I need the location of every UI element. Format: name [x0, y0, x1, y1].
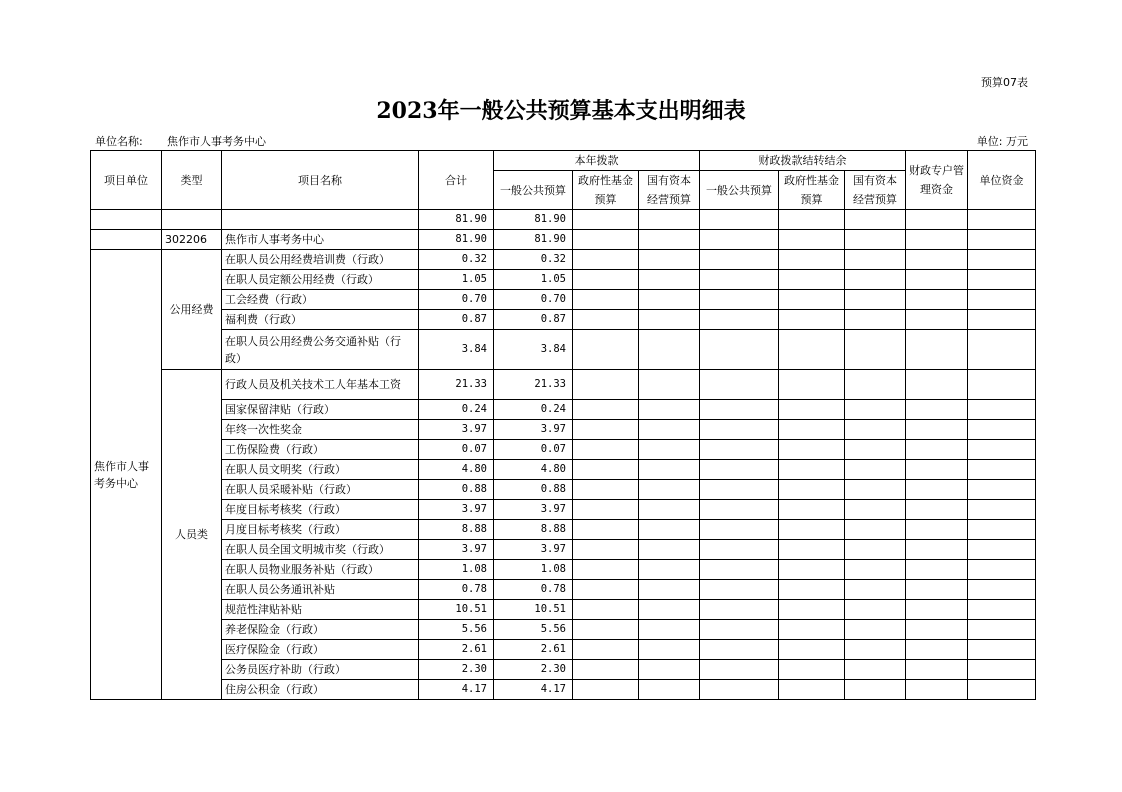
- cell-empty: [779, 660, 845, 680]
- cell-empty: [573, 620, 639, 640]
- cell-empty: [639, 600, 700, 620]
- cell-total: 0.07: [419, 440, 494, 460]
- cell-name: 公务员医疗补助（行政）: [222, 660, 419, 680]
- cell-empty: [968, 330, 1036, 370]
- cell-empty: [906, 370, 968, 400]
- cell-empty: [968, 560, 1036, 580]
- cell-empty: [639, 660, 700, 680]
- cell-empty: [968, 290, 1036, 310]
- cell-empty: [906, 500, 968, 520]
- cell-empty: [700, 620, 779, 640]
- cell-empty: [906, 290, 968, 310]
- cell-empty: [968, 370, 1036, 400]
- cell-empty: [573, 400, 639, 420]
- cell-empty: [845, 370, 906, 400]
- cell-name: 工会经费（行政）: [222, 290, 419, 310]
- table-row: [91, 600, 1036, 620]
- cell-empty: [779, 580, 845, 600]
- cell-general-budget: 0.87: [494, 310, 573, 330]
- cell-total: 5.56: [419, 620, 494, 640]
- cell-empty: [573, 460, 639, 480]
- col-carry-gov-fund: 政府性基金预算: [779, 171, 845, 210]
- cell-empty: [700, 330, 779, 370]
- cell-empty: [639, 520, 700, 540]
- cell-code: 302206: [162, 230, 222, 250]
- cell-name: 在职人员公务通讯补贴: [222, 580, 419, 600]
- table-row: [91, 560, 1036, 580]
- cell-empty: [845, 400, 906, 420]
- cell-empty: [573, 290, 639, 310]
- col-total: 合计: [419, 151, 494, 210]
- cell-empty: [968, 420, 1036, 440]
- cell-empty: [700, 310, 779, 330]
- budget-table: [90, 150, 1036, 700]
- cell-general-budget: 81.90: [494, 230, 573, 250]
- cell-total: 3.84: [419, 330, 494, 370]
- cell-name: 国家保留津贴（行政）: [222, 400, 419, 420]
- table-row: [91, 210, 1036, 230]
- header-row-1: [91, 151, 1036, 171]
- cell-empty: [639, 580, 700, 600]
- cell-empty: [906, 600, 968, 620]
- cell-empty: [906, 440, 968, 460]
- table-row: [91, 270, 1036, 290]
- page-title: 2023年一般公共预算基本支出明细表: [376, 98, 746, 124]
- cell-empty: [573, 420, 639, 440]
- cell-empty: [906, 640, 968, 660]
- cell-project-unit: [91, 230, 162, 250]
- table-row: [91, 290, 1036, 310]
- cell-name: 年终一次性奖金: [222, 420, 419, 440]
- cell-empty: [700, 460, 779, 480]
- table-row: [91, 540, 1036, 560]
- cell-empty: [639, 440, 700, 460]
- cell-empty: [700, 660, 779, 680]
- cell-empty: [573, 250, 639, 270]
- cell-total: 0.32: [419, 250, 494, 270]
- table-row: [91, 330, 1036, 370]
- cell-general-budget: 3.97: [494, 540, 573, 560]
- cell-empty: [845, 500, 906, 520]
- col-group-current-year: 本年拨款: [494, 151, 700, 171]
- cell-empty: [779, 400, 845, 420]
- cell-general-budget: 0.88: [494, 480, 573, 500]
- cell-empty: [700, 640, 779, 660]
- cell-total: 3.97: [419, 500, 494, 520]
- cell-general-budget: 8.88: [494, 520, 573, 540]
- cell-general-budget: 21.33: [494, 370, 573, 400]
- cell-empty: [573, 640, 639, 660]
- col-unit-fund: 单位资金: [968, 151, 1036, 210]
- cell-empty: [573, 680, 639, 700]
- table-row: [91, 420, 1036, 440]
- cell-general-budget: 2.61: [494, 640, 573, 660]
- cell-general-budget: 10.51: [494, 600, 573, 620]
- cell-total: 0.78: [419, 580, 494, 600]
- col-carry-state-capital: 国有资本经营预算: [845, 171, 906, 210]
- cell-total: 4.80: [419, 460, 494, 480]
- cell-empty: [639, 310, 700, 330]
- cell-empty: [639, 540, 700, 560]
- cell-empty: [845, 290, 906, 310]
- table-row: [91, 580, 1036, 600]
- cell-total: 0.70: [419, 290, 494, 310]
- cell-empty: [968, 600, 1036, 620]
- cell-empty: [639, 480, 700, 500]
- cell-general-budget: 3.97: [494, 420, 573, 440]
- cell-code: [162, 210, 222, 230]
- cell-empty: [779, 600, 845, 620]
- col-special-fund: 财政专户管理资金: [906, 151, 968, 210]
- cell-empty: [700, 560, 779, 580]
- cell-empty: [906, 420, 968, 440]
- cell-empty: [968, 440, 1036, 460]
- table-row: [91, 250, 1036, 270]
- cell-empty: [639, 500, 700, 520]
- cell-empty: [845, 600, 906, 620]
- cell-empty: [845, 310, 906, 330]
- cell-name: 在职人员定额公用经费（行政）: [222, 270, 419, 290]
- cell-empty: [700, 250, 779, 270]
- cell-empty: [700, 480, 779, 500]
- cell-total: 2.30: [419, 660, 494, 680]
- cell-empty: [845, 660, 906, 680]
- cell-name: 工伤保险费（行政）: [222, 440, 419, 460]
- cell-empty: [845, 580, 906, 600]
- cell-empty: [845, 420, 906, 440]
- cell-total: 3.97: [419, 420, 494, 440]
- cell-empty: [779, 520, 845, 540]
- cell-empty: [968, 480, 1036, 500]
- cell-empty: [700, 400, 779, 420]
- cell-empty: [968, 620, 1036, 640]
- cell-empty: [700, 680, 779, 700]
- cell-empty: [906, 620, 968, 640]
- cell-empty: [779, 250, 845, 270]
- money-unit: 单位: 万元: [976, 135, 1028, 148]
- cell-empty: [906, 400, 968, 420]
- cell-empty: [573, 440, 639, 460]
- cell-total: 4.17: [419, 680, 494, 700]
- cell-empty: [779, 440, 845, 460]
- col-group-carryover: 财政拨款结转结余: [700, 151, 906, 171]
- cell-general-budget: 1.08: [494, 560, 573, 580]
- cell-name: 在职人员公用经费培训费（行政）: [222, 250, 419, 270]
- cell-empty: [906, 270, 968, 290]
- cell-empty: [845, 480, 906, 500]
- cell-empty: [968, 500, 1036, 520]
- cell-empty: [639, 560, 700, 580]
- col-project-unit: 项目单位: [91, 151, 162, 210]
- cell-empty: [639, 290, 700, 310]
- cell-empty: [968, 460, 1036, 480]
- cell-empty: [573, 310, 639, 330]
- cell-empty: [906, 480, 968, 500]
- cell-name: 在职人员文明奖（行政）: [222, 460, 419, 480]
- cell-name: 福利费（行政）: [222, 310, 419, 330]
- cell-total: 81.90: [419, 210, 494, 230]
- cell-general-budget: 0.70: [494, 290, 573, 310]
- cell-empty: [573, 660, 639, 680]
- cell-name: 规范性津贴补贴: [222, 600, 419, 620]
- cell-empty: [573, 540, 639, 560]
- cell-empty: [968, 520, 1036, 540]
- table-row: [91, 230, 1036, 250]
- cell-empty: [573, 330, 639, 370]
- cell-empty: [845, 440, 906, 460]
- cell-empty: [779, 420, 845, 440]
- cell-total: 10.51: [419, 600, 494, 620]
- table-row: [91, 620, 1036, 640]
- cell-empty: [779, 290, 845, 310]
- cell-empty: [845, 460, 906, 480]
- cell-empty: [779, 560, 845, 580]
- cell-empty: [845, 620, 906, 640]
- cell-name: 行政人员及机关技术工人年基本工资: [222, 370, 419, 400]
- cell-total: 21.33: [419, 370, 494, 400]
- table-row: [91, 520, 1036, 540]
- cell-empty: [639, 270, 700, 290]
- cell-empty: [845, 270, 906, 290]
- cell-empty: [906, 680, 968, 700]
- cell-name: 在职人员全国文明城市奖（行政）: [222, 540, 419, 560]
- unit-name-line: [95, 133, 266, 149]
- cell-empty: [906, 460, 968, 480]
- cell-general-budget: 4.80: [494, 460, 573, 480]
- cell-empty: [968, 580, 1036, 600]
- cell-empty: [573, 560, 639, 580]
- cell-total: 0.24: [419, 400, 494, 420]
- cell-empty: [779, 370, 845, 400]
- cell-empty: [845, 540, 906, 560]
- cell-general-budget: 0.32: [494, 250, 573, 270]
- cell-name: 焦作市人事考务中心: [222, 230, 419, 250]
- cell-total: 1.08: [419, 560, 494, 580]
- table-row: [91, 400, 1036, 420]
- col-state-capital: 国有资本经营预算: [639, 171, 700, 210]
- cell-empty: [639, 460, 700, 480]
- cell-total: 0.87: [419, 310, 494, 330]
- table-row: [91, 640, 1036, 660]
- cell-name: 年度目标考核奖（行政）: [222, 500, 419, 520]
- cell-empty: [845, 560, 906, 580]
- table-row: [91, 480, 1036, 500]
- cell-type: 人员类: [162, 370, 222, 700]
- cell-empty: [573, 270, 639, 290]
- cell-empty: [845, 680, 906, 700]
- cell-empty: [906, 660, 968, 680]
- cell-empty: [968, 400, 1036, 420]
- cell-project-unit: 焦作市人事考务中心: [91, 250, 162, 700]
- table-row: [91, 660, 1036, 680]
- col-carry-general-budget: 一般公共预算: [700, 171, 779, 210]
- cell-empty: [573, 500, 639, 520]
- cell-empty: [639, 370, 700, 400]
- cell-general-budget: 81.90: [494, 210, 573, 230]
- cell-general-budget: 1.05: [494, 270, 573, 290]
- cell-empty: [968, 250, 1036, 270]
- cell-general-budget: 2.30: [494, 660, 573, 680]
- cell-empty: [700, 540, 779, 560]
- table-row: [91, 680, 1036, 700]
- cell-general-budget: 3.84: [494, 330, 573, 370]
- cell-empty: [639, 620, 700, 640]
- cell-empty: [639, 400, 700, 420]
- cell-empty: [639, 640, 700, 660]
- cell-empty: [573, 580, 639, 600]
- cell-name: 养老保险金（行政）: [222, 620, 419, 640]
- col-project-name: 项目名称: [222, 151, 419, 210]
- table-row: [91, 310, 1036, 330]
- form-code: 预算07表: [981, 76, 1028, 89]
- cell-empty: [639, 420, 700, 440]
- cell-total: 3.97: [419, 540, 494, 560]
- cell-total: 8.88: [419, 520, 494, 540]
- cell-total: 81.90: [419, 230, 494, 250]
- cell-project-unit: [91, 210, 162, 230]
- cell-empty: [779, 500, 845, 520]
- cell-empty: [700, 420, 779, 440]
- cell-empty: [906, 520, 968, 540]
- cell-empty: [639, 250, 700, 270]
- cell-empty: [906, 330, 968, 370]
- table-row: [91, 460, 1036, 480]
- col-gov-fund: 政府性基金预算: [573, 171, 639, 210]
- cell-empty: [700, 500, 779, 520]
- col-general-budget: 一般公共预算: [494, 171, 573, 210]
- cell-empty: [779, 460, 845, 480]
- cell-name: 在职人员物业服务补贴（行政）: [222, 560, 419, 580]
- cell-type: 公用经费: [162, 250, 222, 370]
- cell-empty: [906, 250, 968, 270]
- unit-name-label: 单位名称:: [95, 135, 143, 148]
- cell-empty: [779, 620, 845, 640]
- cell-total: 2.61: [419, 640, 494, 660]
- cell-total: 0.88: [419, 480, 494, 500]
- cell-name: [222, 210, 419, 230]
- cell-empty: [573, 600, 639, 620]
- cell-empty: [845, 520, 906, 540]
- cell-name: 医疗保险金（行政）: [222, 640, 419, 660]
- cell-empty: [906, 560, 968, 580]
- cell-empty: [968, 270, 1036, 290]
- cell-general-budget: 0.78: [494, 580, 573, 600]
- cell-general-budget: 0.24: [494, 400, 573, 420]
- cell-empty: [968, 640, 1036, 660]
- cell-empty: [906, 540, 968, 560]
- col-type: 类型: [162, 151, 222, 210]
- cell-empty: [639, 680, 700, 700]
- cell-empty: [845, 250, 906, 270]
- cell-empty: [700, 440, 779, 460]
- cell-general-budget: 3.97: [494, 500, 573, 520]
- cell-empty: [700, 270, 779, 290]
- cell-empty: [845, 640, 906, 660]
- cell-empty: [779, 310, 845, 330]
- cell-empty: [573, 520, 639, 540]
- cell-empty: [845, 330, 906, 370]
- cell-name: 在职人员采暖补贴（行政）: [222, 480, 419, 500]
- cell-name: 月度目标考核奖（行政）: [222, 520, 419, 540]
- cell-empty: [639, 330, 700, 370]
- cell-empty: [573, 480, 639, 500]
- cell-empty: [700, 370, 779, 400]
- cell-empty: [700, 520, 779, 540]
- table-row: [91, 370, 1036, 400]
- table-row: [91, 500, 1036, 520]
- cell-empty: [779, 680, 845, 700]
- cell-empty: [968, 680, 1036, 700]
- cell-empty: [779, 640, 845, 660]
- cell-general-budget: 4.17: [494, 680, 573, 700]
- cell-empty: [573, 370, 639, 400]
- table-row: [91, 440, 1036, 460]
- cell-empty: [779, 540, 845, 560]
- cell-empty: [700, 580, 779, 600]
- cell-general-budget: 5.56: [494, 620, 573, 640]
- cell-empty: [968, 660, 1036, 680]
- unit-name-value: 焦作市人事考务中心: [167, 135, 266, 148]
- cell-empty: [968, 540, 1036, 560]
- cell-empty: [700, 290, 779, 310]
- cell-empty: [700, 600, 779, 620]
- cell-empty: [906, 310, 968, 330]
- cell-empty: [968, 310, 1036, 330]
- cell-empty: [779, 330, 845, 370]
- cell-empty: [906, 580, 968, 600]
- cell-empty: [779, 480, 845, 500]
- cell-general-budget: 0.07: [494, 440, 573, 460]
- cell-name: 在职人员公用经费公务交通补贴（行政）: [222, 330, 419, 370]
- cell-empty: [779, 270, 845, 290]
- cell-name: 住房公积金（行政）: [222, 680, 419, 700]
- cell-total: 1.05: [419, 270, 494, 290]
